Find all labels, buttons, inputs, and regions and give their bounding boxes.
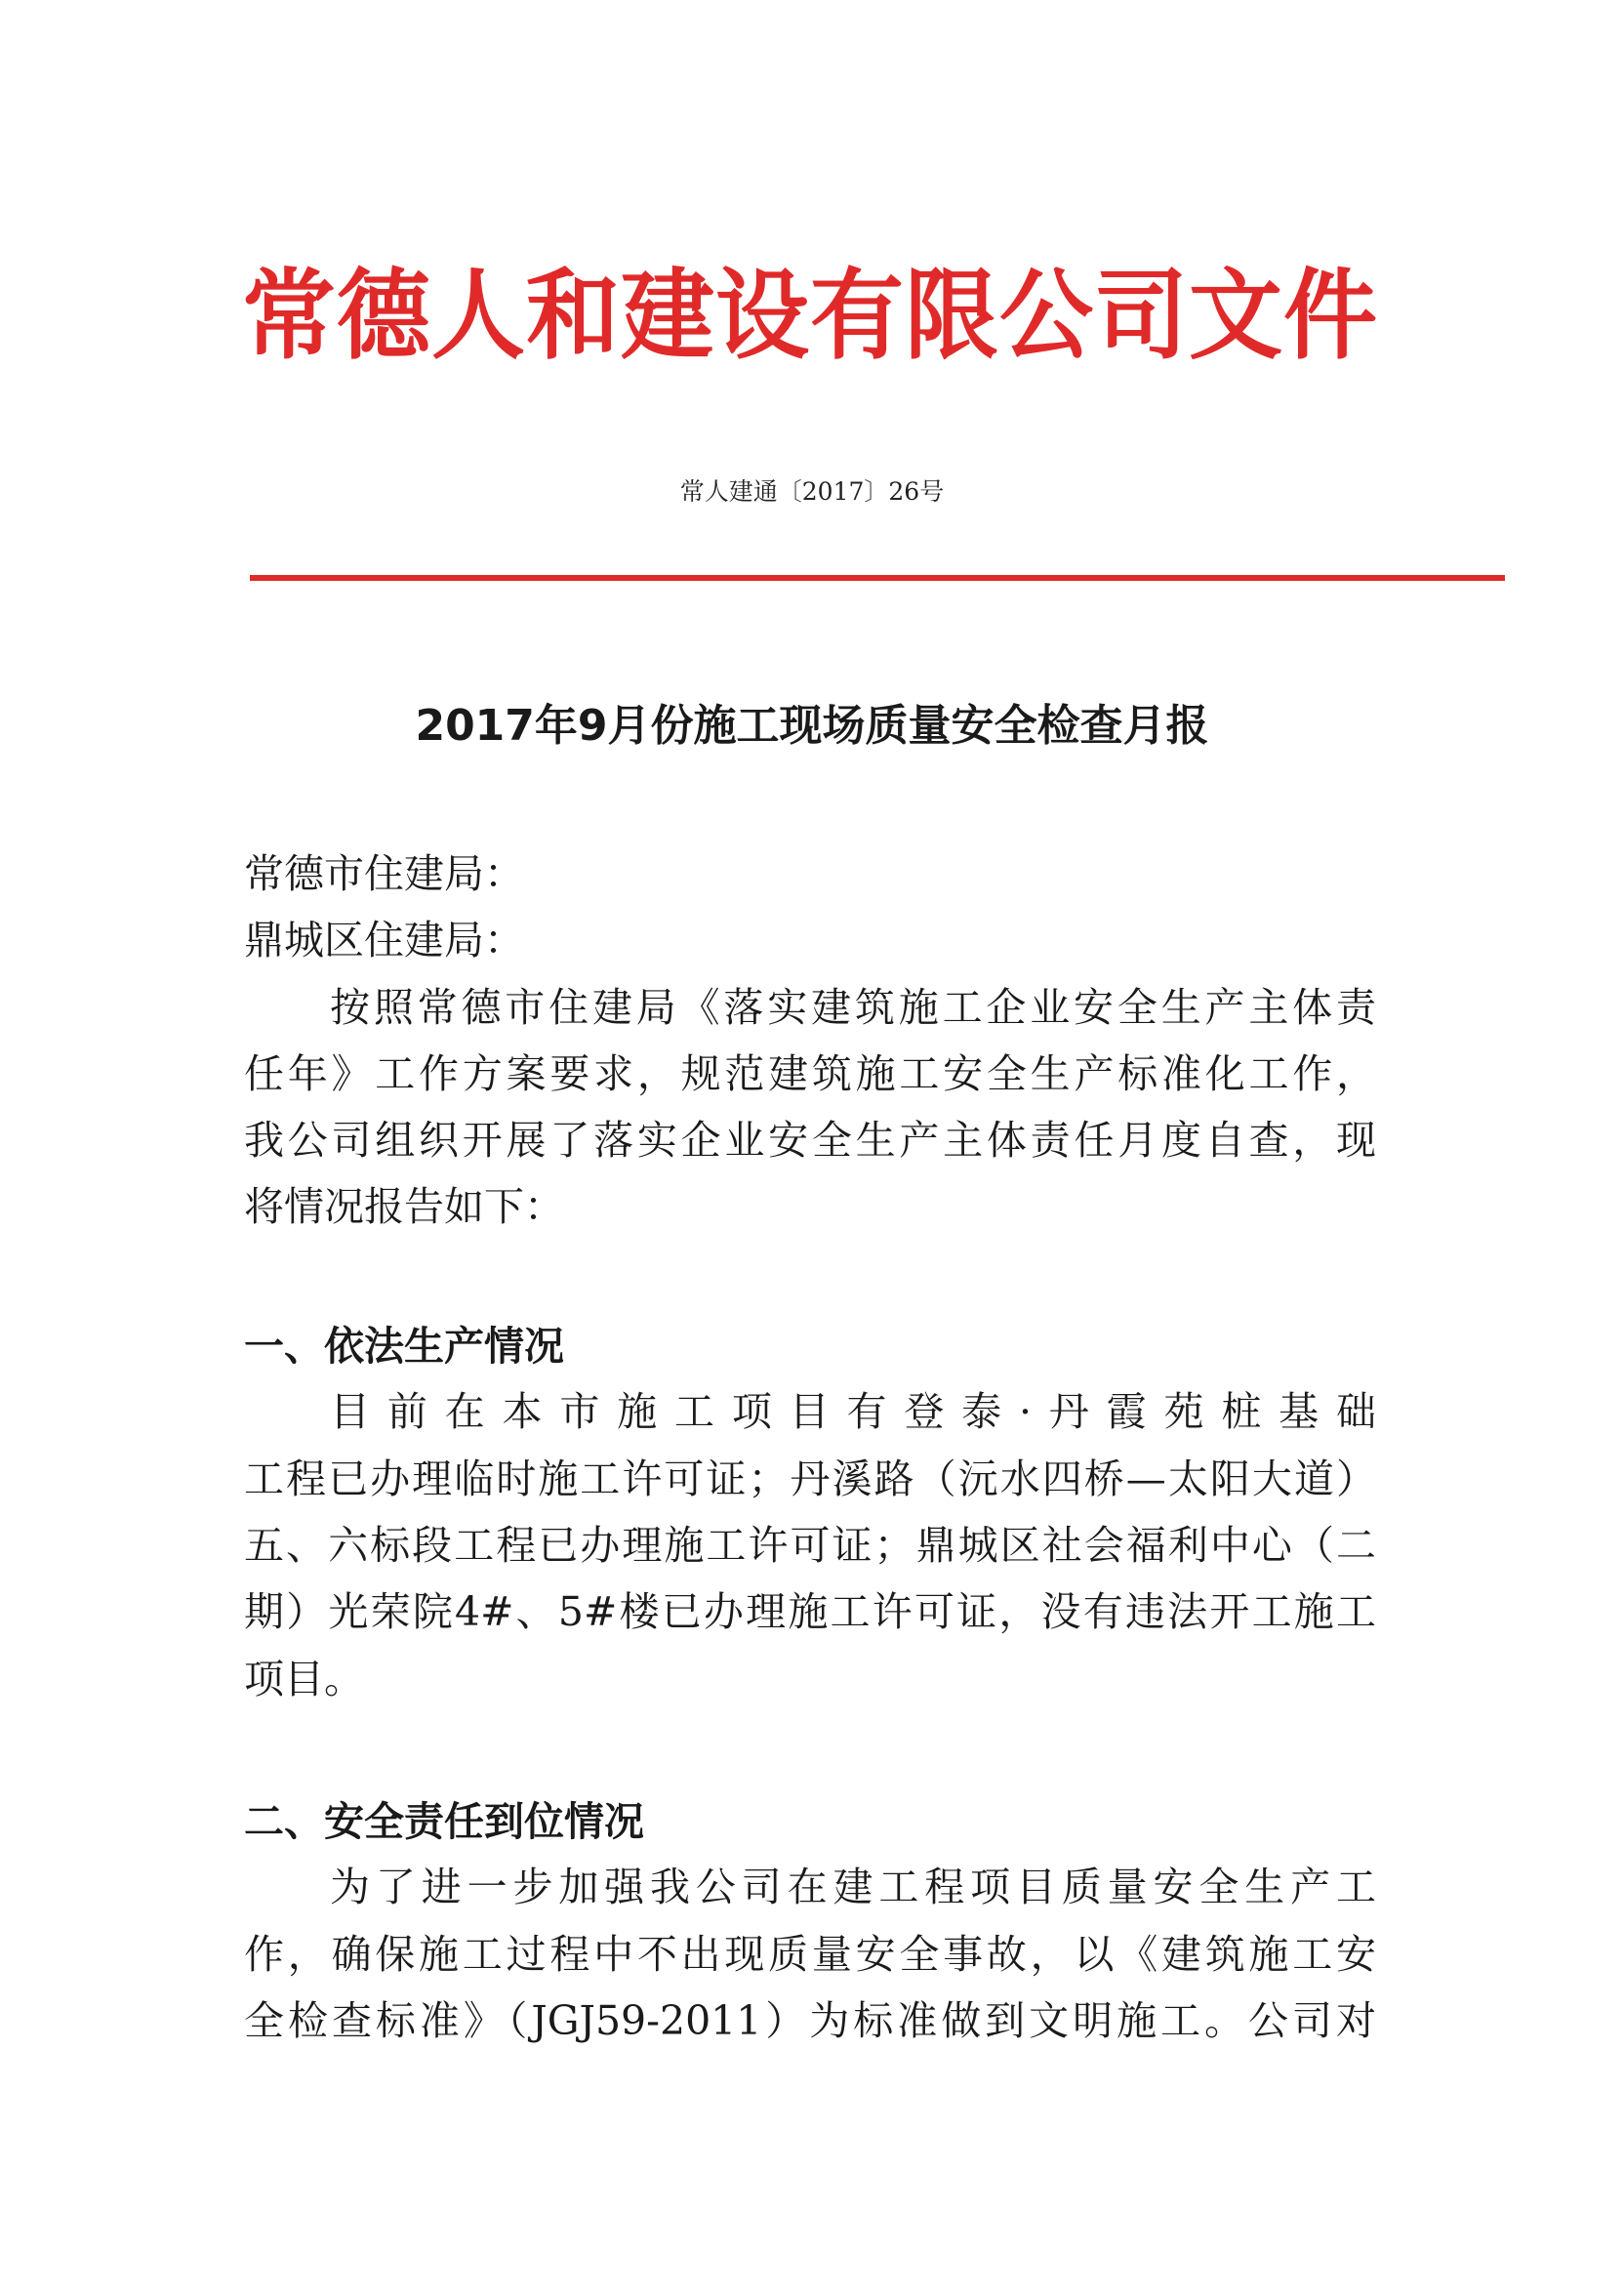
intro-line: 我公司组织开展了落实企业安全生产主体责任月度自查，现 bbox=[244, 1117, 1376, 1164]
recipient-line: 常德市住建局： bbox=[244, 850, 524, 897]
document-title: 2017年9月份施工现场质量安全检查月报 bbox=[415, 701, 1209, 751]
section-line: 工程已办理临时施工许可证；丹溪路（沅水四桥—太阳大道） bbox=[244, 1456, 1376, 1502]
document-number: 常人建通〔2017〕26号 bbox=[679, 477, 945, 506]
section-line: 为了进一步加强我公司在建工程项目质量安全生产工 bbox=[330, 1864, 1376, 1910]
intro-line: 将情况报告如下： bbox=[244, 1183, 564, 1230]
section-line: 全检查标准》（JGJ59-2011）为标准做到文明施工。公司对 bbox=[244, 1997, 1376, 2044]
section-line: 期）光荣院4#、5#楼已办理施工许可证，没有违法开工施工 bbox=[244, 1588, 1376, 1635]
section-heading: 二、安全责任到位情况 bbox=[244, 1798, 644, 1845]
section-line: 五、六标段工程已办理施工许可证；鼎城区社会福利中心（二 bbox=[244, 1522, 1376, 1569]
recipient-line: 鼎城区住建局： bbox=[244, 917, 524, 964]
section-line: 作，确保施工过程中不出现质量安全事故，以《建筑施工安 bbox=[244, 1931, 1376, 1978]
org-header-title: 常德人和建设有限公司文件 bbox=[242, 258, 1378, 374]
section-line: 目前在本市施工项目有登泰·丹霞苑桩基础 bbox=[330, 1388, 1376, 1435]
red-divider bbox=[250, 575, 1505, 581]
section-line: 项目。 bbox=[244, 1656, 364, 1702]
intro-line: 按照常德市住建局《落实建筑施工企业安全生产主体责 bbox=[330, 984, 1376, 1031]
section-heading: 一、依法生产情况 bbox=[244, 1323, 564, 1370]
intro-line: 任年》工作方案要求，规范建筑施工安全生产标准化工作， bbox=[244, 1050, 1376, 1097]
